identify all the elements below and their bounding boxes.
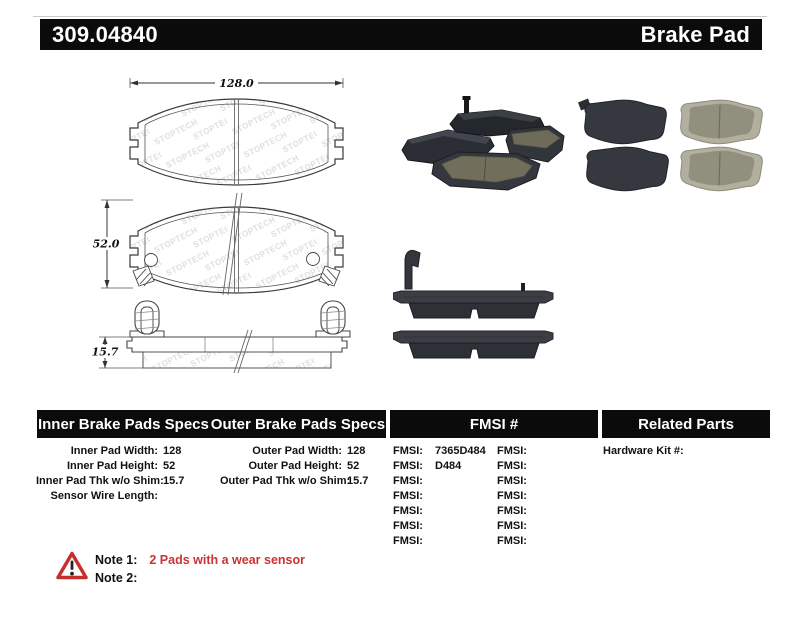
fmsi-value (435, 489, 495, 504)
related-table-header (602, 410, 770, 438)
fmsi-label: FMSI: (393, 490, 423, 502)
fmsi-row (393, 489, 495, 504)
fmsi-value: 7365D484 (435, 445, 486, 457)
spec-row (36, 444, 216, 459)
fmsi-row (393, 519, 495, 534)
warning-icon (56, 550, 88, 582)
note1-text: 2 Pads with a wear sensor (149, 553, 305, 567)
fmsi-table-header (390, 410, 598, 438)
spec-label: Outer Pad Width: (252, 445, 342, 457)
thickness-dim-label: 15.7 (91, 345, 119, 359)
outer-specs-list (220, 444, 400, 489)
edge-pad-plain (393, 331, 553, 358)
spec-row (36, 459, 216, 474)
spec-label: Inner Pad Thk w/o Shim: (36, 475, 164, 487)
fmsi-title: FMSI # (469, 415, 519, 433)
spec-label: Outer Pad Height: (248, 460, 342, 472)
fmsi-right-list (497, 444, 599, 549)
inner-specs-title: Inner Brake Pads Specs (37, 415, 209, 433)
fmsi-label: FMSI: (497, 460, 527, 472)
spec-value: 52 (347, 460, 360, 472)
fmsi-label: FMSI: (497, 535, 527, 547)
note2-label: Note 2: (95, 571, 138, 585)
fmsi-row (497, 474, 599, 489)
fmsi-value (435, 504, 495, 519)
fmsi-value (539, 444, 599, 459)
spec-value: 15.7 (347, 475, 369, 487)
outer-specs-title: Outer Brake Pads Specs (210, 415, 386, 433)
inner-specs-list (36, 444, 216, 504)
fmsi-row (497, 504, 599, 519)
fmsi-value: D484 (435, 460, 462, 472)
spec-row (220, 474, 400, 489)
spec-label: Inner Pad Height: (66, 460, 158, 472)
height-dim-label: 52.0 (92, 237, 120, 251)
width-dim-label: 128.0 (219, 77, 254, 90)
related-row (603, 444, 689, 459)
pad-front-view-lower (130, 207, 343, 293)
fmsi-label: FMSI: (497, 490, 527, 502)
pad-front-view (130, 99, 343, 185)
product-type: Brake Pad (640, 21, 750, 47)
fmsi-row (393, 474, 495, 489)
fmsi-value (435, 474, 495, 489)
fmsi-value (539, 459, 599, 474)
fmsi-value (539, 489, 599, 504)
spec-value: 15.7 (163, 475, 185, 487)
fmsi-row (393, 459, 495, 474)
spec-row (36, 489, 216, 504)
dimension-width (130, 77, 343, 90)
notes-section (95, 551, 305, 587)
fmsi-label: FMSI: (393, 475, 423, 487)
spec-value (163, 489, 216, 504)
fmsi-label: FMSI: (497, 445, 527, 457)
related-parts-list (603, 444, 689, 459)
fmsi-label: FMSI: (393, 535, 423, 547)
fmsi-value (539, 519, 599, 534)
fmsi-row (393, 534, 495, 549)
fmsi-left-list (393, 444, 495, 549)
spec-value: 128 (347, 445, 366, 457)
fmsi-label: FMSI: (393, 520, 423, 532)
note-2 (95, 569, 305, 587)
note-1 (95, 551, 305, 569)
fmsi-row (393, 444, 495, 459)
fmsi-label: FMSI: (393, 460, 423, 472)
photo-pads-flat (578, 92, 768, 192)
edge-pad-with-sensor (393, 250, 553, 318)
spec-row (220, 444, 400, 459)
fmsi-label: FMSI: (497, 520, 527, 532)
fmsi-value (539, 474, 599, 489)
photo-pads-angled (398, 92, 568, 200)
related-title: Related Parts (638, 415, 734, 433)
fmsi-row (497, 459, 599, 474)
retaining-clip-right (316, 301, 350, 337)
fmsi-row (497, 444, 599, 459)
part-number: 309.04840 (52, 21, 158, 47)
spec-label: Sensor Wire Length: (50, 490, 158, 502)
related-label: Hardware Kit #: (603, 445, 684, 457)
fmsi-value (539, 504, 599, 519)
spec-row (220, 459, 400, 474)
note1-label: Note 1: (95, 553, 138, 567)
retaining-clip-left (130, 301, 164, 337)
fmsi-value (435, 519, 495, 534)
top-rule (33, 16, 767, 17)
fmsi-label: FMSI: (393, 505, 423, 517)
spec-value: 128 (163, 445, 182, 457)
fmsi-row (393, 504, 495, 519)
dimension-height (88, 200, 133, 288)
photo-pads-edge (393, 243, 573, 368)
spec-value: 52 (163, 460, 176, 472)
technical-drawing (85, 75, 395, 400)
fmsi-value (435, 534, 495, 549)
fmsi-label: FMSI: (393, 445, 423, 457)
fmsi-row (497, 489, 599, 504)
specs-table-header (37, 410, 386, 438)
fmsi-label: FMSI: (497, 505, 527, 517)
fmsi-row (497, 534, 599, 549)
title-bar (40, 19, 762, 50)
spec-label: Outer Pad Thk w/o Shim: (220, 475, 351, 487)
fmsi-label: FMSI: (497, 475, 527, 487)
fmsi-row (497, 519, 599, 534)
fmsi-value (539, 534, 599, 549)
spec-row (36, 474, 216, 489)
spec-label: Inner Pad Width: (70, 445, 158, 457)
